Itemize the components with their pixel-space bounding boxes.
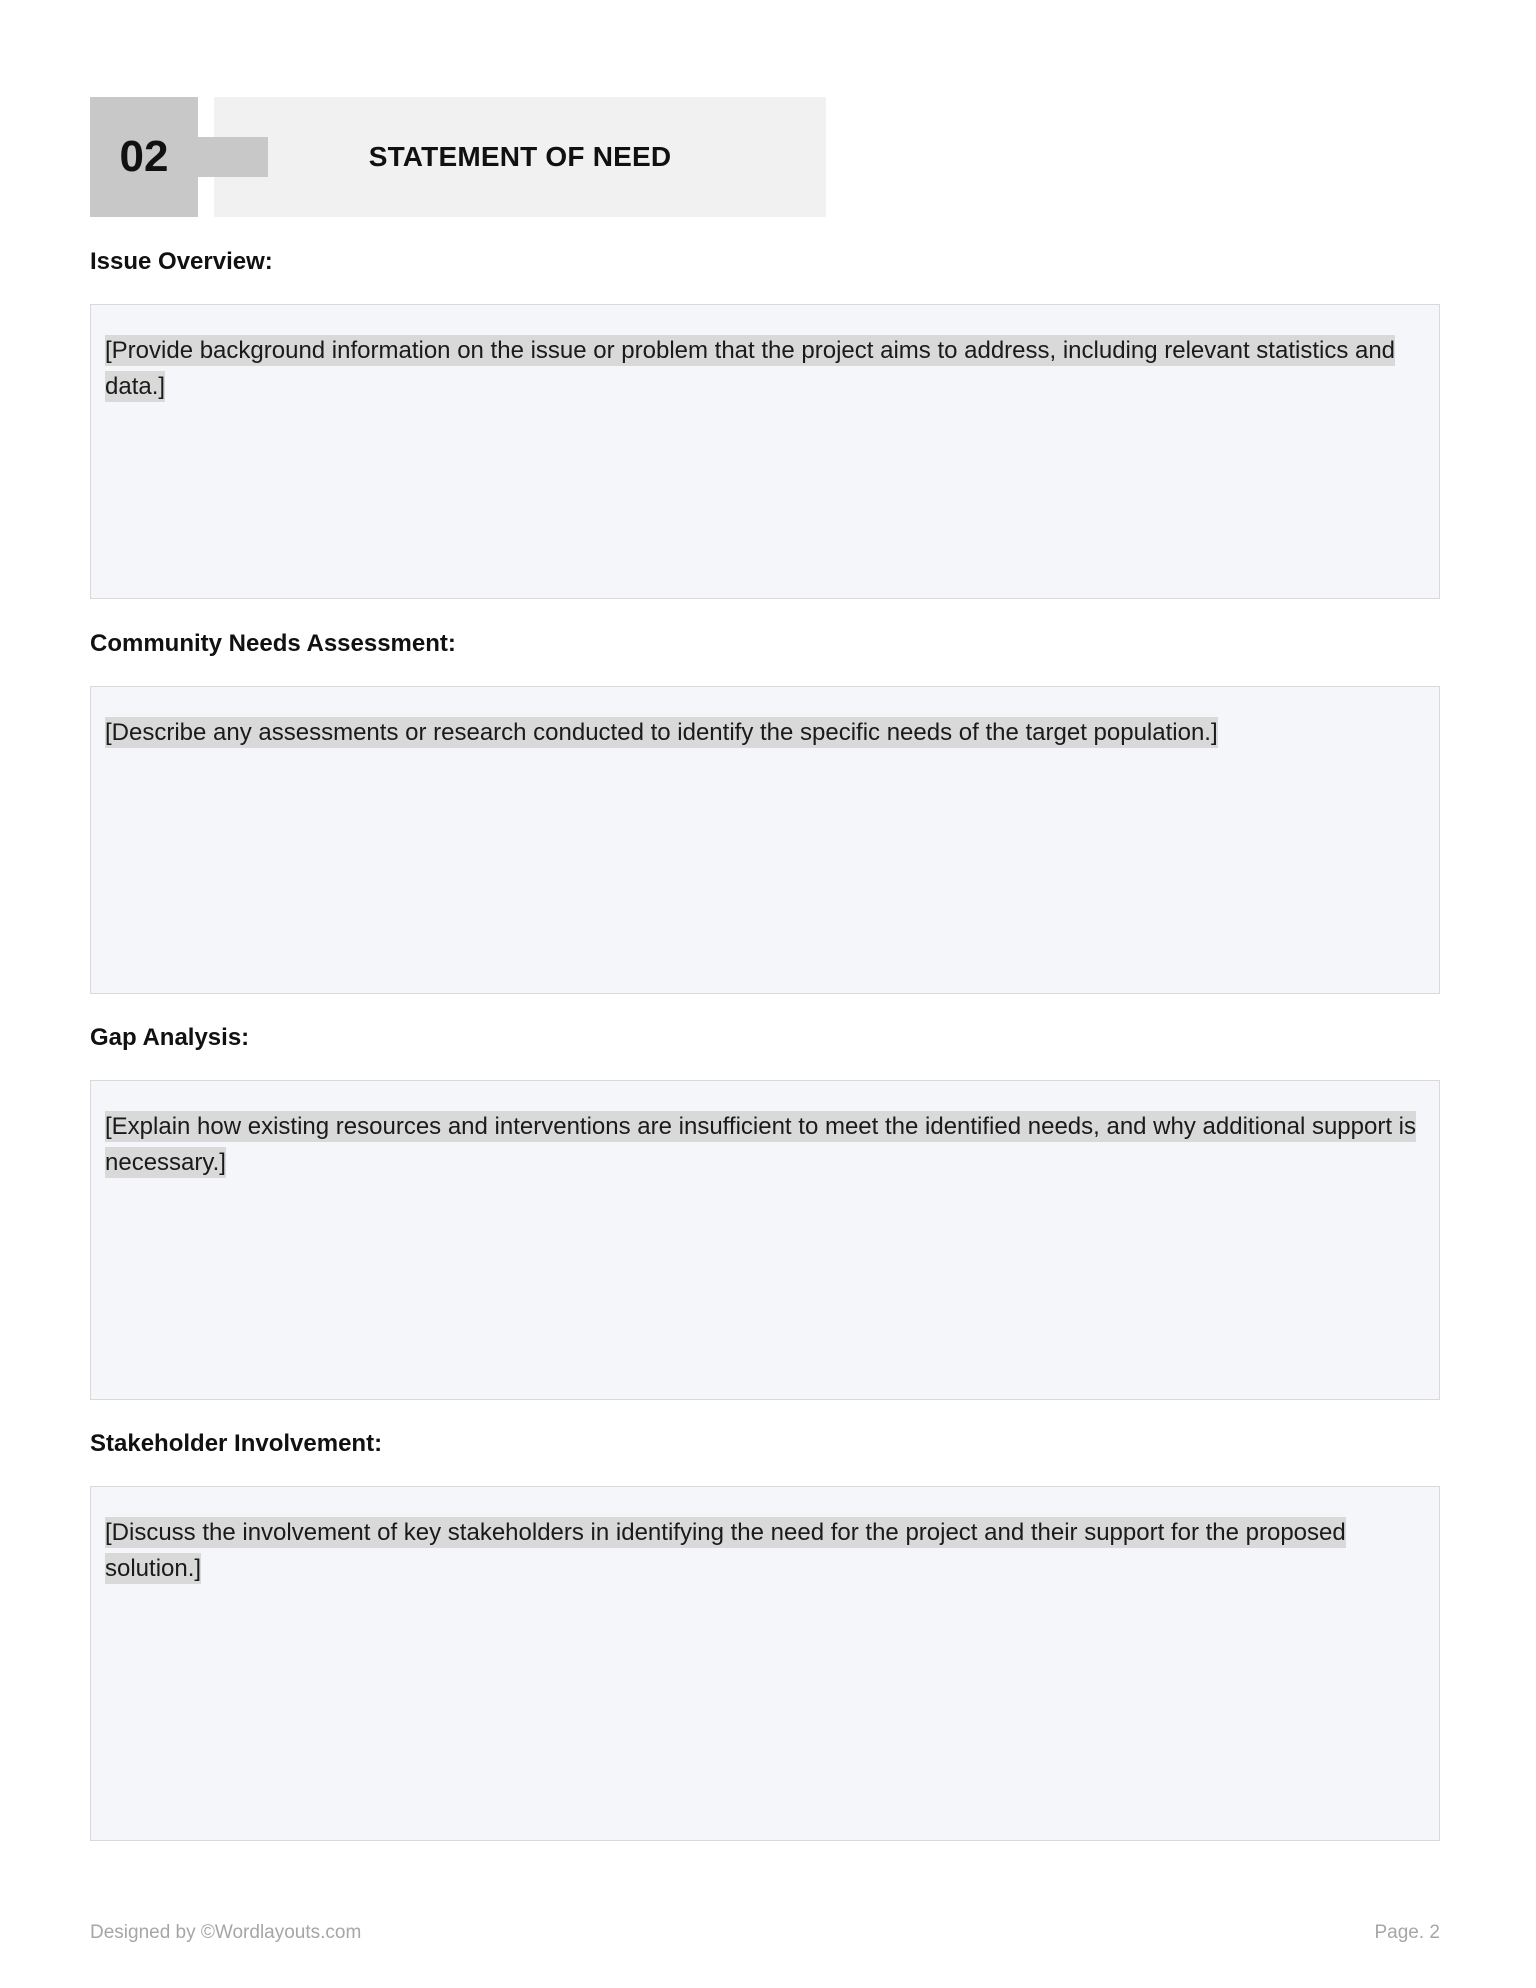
community-needs-placeholder: [Describe any assessments or research conducted to identify the specific needs of the target population.] [105,719,1218,746]
community-needs-box[interactable] [90,686,1440,994]
section-title: STATEMENT OF NEED [368,141,672,172]
gap-analysis-placeholder: [Explain how existing resources and interventions are insufficient to meet the identified needs, and why additional support is necessary.] [105,1113,1416,1176]
stakeholder-involvement-text[interactable] [105,1515,1417,1587]
stakeholder-involvement-box[interactable] [90,1486,1440,1841]
gap-analysis-text[interactable] [105,1109,1417,1181]
issue-overview-placeholder: [Provide background information on the issue or problem that the project aims to address, including relevant statistics and data.] [105,337,1396,400]
issue-overview-label: Issue Overview: [90,248,273,275]
section-number: 02 [90,97,198,217]
footer-credit: Designed by ©Wordlayouts.com [90,1922,362,1943]
gap-analysis-box[interactable] [90,1080,1440,1400]
page-number: Page. 2 [1374,1922,1440,1943]
stakeholder-involvement-placeholder: [Discuss the involvement of key stakeholders in identifying the need for the project and their support for the proposed solution.] [105,1519,1346,1582]
gap-analysis-label: Gap Analysis: [90,1024,250,1051]
community-needs-label: Community Needs Assessment: [90,630,456,657]
section-header [90,97,826,217]
community-needs-text[interactable] [105,715,1417,751]
issue-overview-text[interactable] [105,333,1417,405]
issue-overview-box[interactable] [90,304,1440,599]
stakeholder-involvement-label: Stakeholder Involvement: [90,1430,383,1457]
